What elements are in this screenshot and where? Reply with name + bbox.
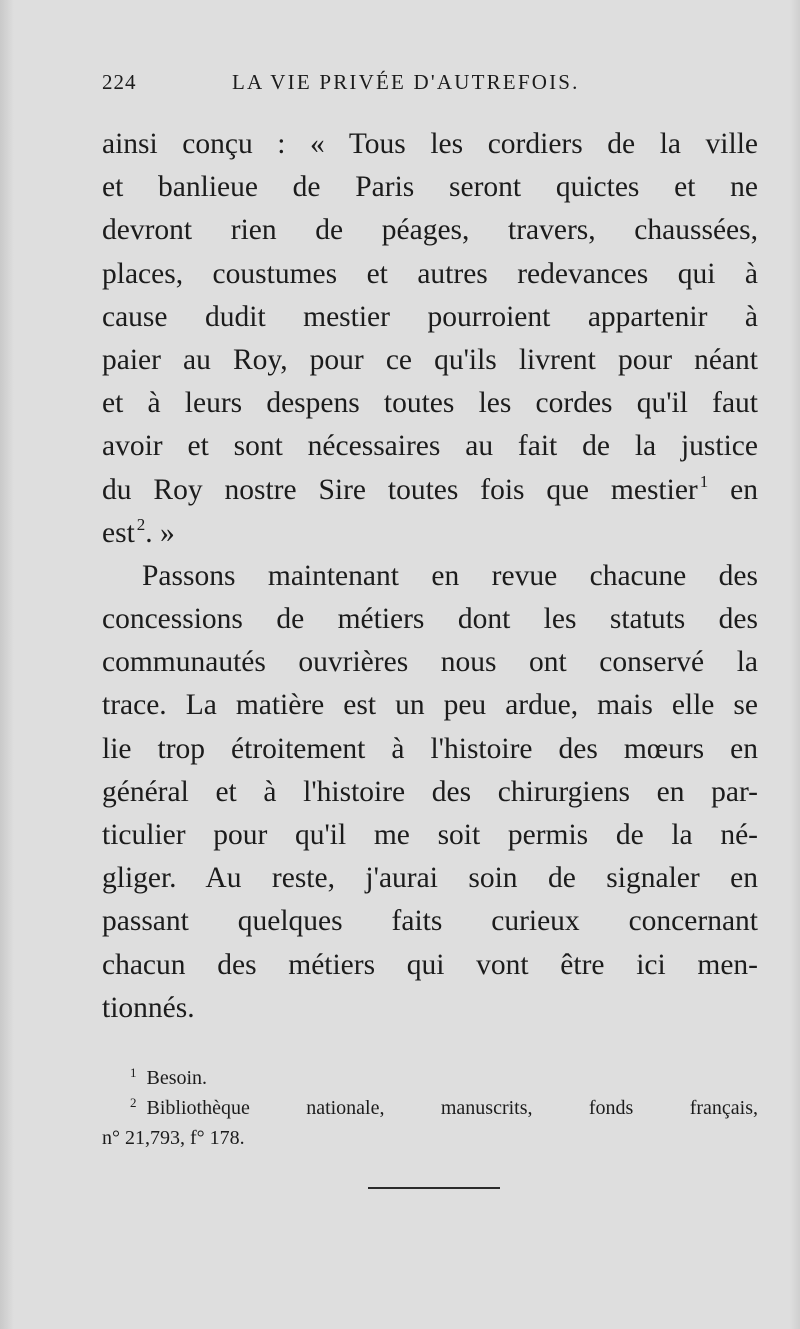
text-line: lie trop étroitement à l'histoire des mœurs en — [102, 732, 758, 765]
text-line: et à leurs despens toutes les cordes qu'il faut — [102, 387, 758, 420]
text-fragment: du Roy nostre Sire toutes fois que mestier — [102, 473, 698, 506]
text-line: trace. La matière est un peu ardue, mais elle se — [102, 689, 758, 722]
footnotes — [102, 1063, 758, 1153]
text-fragment: est — [102, 516, 135, 549]
footnote-2 — [102, 1093, 758, 1123]
text-fragment: en — [730, 473, 758, 506]
text-line: général et à l'histoire des chirurgiens en par- — [102, 775, 758, 808]
footnote-2-mark: 2 — [130, 1095, 137, 1110]
body-text — [102, 123, 758, 1030]
text-line: tionnés. — [102, 991, 195, 1024]
text-line: paier au Roy, pour ce qu'ils livrent pour néant — [102, 343, 758, 376]
footnote-2-text: Bibliothèque nationale, manuscrits, fonds français, — [146, 1097, 758, 1119]
text-line: ticulier pour qu'il me soit permis de la né- — [102, 819, 758, 851]
text-line-with-note — [102, 512, 758, 555]
paragraph-first-line: Passons maintenant en revue chacune des — [142, 559, 758, 592]
text-line: passant quelques faits curieux concernant — [102, 905, 758, 938]
page-number: 224 — [102, 70, 137, 94]
footnote-1-text: Besoin. — [146, 1067, 208, 1089]
text-fragment: . » — [145, 516, 175, 549]
text-line: places, coustumes et autres redevances qui à — [102, 257, 758, 290]
text-line: avoir et sont nécessaires au fait de la justice — [102, 430, 758, 463]
text-line: concessions de métiers dont les statuts des — [102, 603, 758, 636]
footnote-1-mark: 1 — [130, 1065, 137, 1080]
running-head — [102, 70, 752, 102]
footnote-ref-1: 1 — [699, 471, 709, 491]
text-line: gliger. Au reste, j'aurai soin de signaler en — [102, 862, 758, 895]
footnote-2-continuation: n° 21,793, f° 178. — [102, 1127, 245, 1149]
footnote-1 — [102, 1063, 758, 1093]
text-line: et banlieue de Paris seront quictes et ne — [102, 171, 758, 204]
text-line: devront rien de péages, travers, chaussées, — [102, 214, 758, 247]
running-title: LA VIE PRIVÉE D'AUTREFOIS. — [232, 70, 580, 94]
text-line: cause dudit mestier pourroient appartenir à — [102, 300, 758, 333]
text-line: ainsi conçu : « Tous les cordiers de la ville — [102, 128, 758, 160]
text-line: chacun des métiers qui vont être ici men- — [102, 948, 758, 981]
text-line-with-note — [102, 469, 758, 512]
end-rule — [368, 1187, 500, 1189]
text-line: communautés ouvrières nous ont conservé la — [102, 646, 758, 679]
footnote-ref-2: 2 — [136, 514, 146, 534]
